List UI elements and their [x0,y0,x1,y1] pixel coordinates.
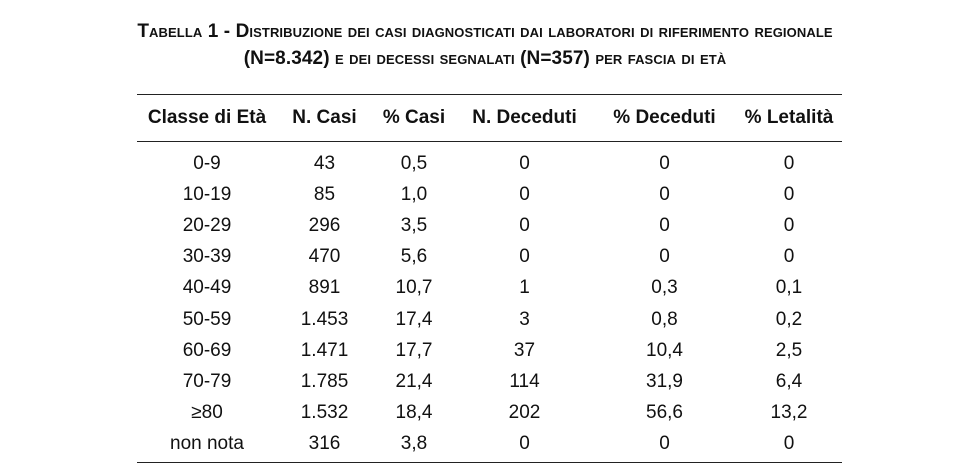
header-age-class: Classe di Età [147,107,267,128]
lethality-percent-cell: 0 [783,152,795,174]
age-class-cell: 30-39 [182,246,232,268]
caption-line-2: (N=8.342) e dei decessi segnalati (N=357) per fascia di età [243,48,727,69]
table-row [137,304,842,335]
cases-cell: 43 [313,152,336,174]
cases-cell: 1.532 [300,402,349,424]
deaths-cell: 0 [519,433,530,455]
header-deaths-percent: % Deceduti [613,107,716,128]
deaths-cell: 0 [519,183,530,205]
lethality-percent-cell: 0 [783,433,795,455]
table-row [137,273,842,304]
lethality-percent-cell: 0 [783,183,795,205]
table-row [137,242,842,273]
deaths-cell: 3 [519,308,530,330]
lethality-percent-cell: 0,1 [775,277,803,299]
table-row [137,398,842,429]
deaths-percent-cell: 0 [659,246,670,268]
cases-cell: 1.453 [300,308,349,330]
table-caption [0,18,970,72]
cases-percent-cell: 3,8 [400,433,428,455]
deaths-percent-cell: 31,9 [646,370,683,392]
cases-cell: 316 [308,433,341,455]
caption-line-1: Tabella 1 - Distribuzione dei casi diagnosticati dai laboratori di riferimento regionale [137,21,833,42]
cases-percent-cell: 3,5 [400,214,428,236]
table-row [137,179,842,210]
cases-cell: 470 [308,246,341,268]
deaths-percent-cell: 0 [659,152,670,174]
cases-percent-cell: 0,5 [400,152,428,174]
deaths-percent-cell: 0,8 [651,308,678,330]
table-row [137,366,842,397]
age-class-cell: 0-9 [193,152,221,174]
lethality-percent-cell: 0 [783,214,795,236]
cases-percent-cell: 10,7 [395,277,433,299]
cases-cell: 1.471 [300,339,349,361]
cases-cell: 1.785 [300,370,349,392]
header-lethality-percent: % Letalità [744,107,834,128]
deaths-cell: 37 [513,339,536,361]
header-cases: N. Casi [292,107,357,128]
age-class-cell: 20-29 [182,214,232,236]
table-row [137,210,842,241]
cases-percent-cell: 17,7 [395,339,433,361]
age-class-cell: 60-69 [182,339,232,361]
lethality-percent-cell: 6,4 [775,370,803,392]
lethality-percent-cell: 0 [783,246,795,268]
deaths-cell: 0 [519,214,530,236]
deaths-percent-cell: 56,6 [646,402,683,424]
deaths-percent-cell: 0 [659,183,670,205]
header-deaths: N. Deceduti [472,107,577,128]
age-class-cell: ≥80 [191,402,223,424]
table-row [137,429,842,463]
table-row [137,335,842,366]
cases-cell: 296 [308,214,341,236]
age-class-cell: 70-79 [182,370,232,392]
table-body [137,142,842,463]
cases-percent-cell: 21,4 [395,370,433,392]
deaths-cell: 0 [519,152,530,174]
deaths-cell: 202 [508,402,541,424]
cases-cell: 85 [313,183,336,205]
deaths-percent-cell: 0,3 [651,277,678,299]
lethality-percent-cell: 2,5 [775,339,803,361]
age-class-cell: 40-49 [182,277,232,299]
cases-percent-cell: 5,6 [400,246,428,268]
deaths-percent-cell: 0 [659,214,670,236]
cases-percent-cell: 17,4 [395,308,433,330]
cases-percent-cell: 1,0 [400,183,428,205]
deaths-cell: 1 [519,277,530,299]
deaths-cell: 0 [519,246,530,268]
deaths-cell: 114 [509,370,540,392]
cases-cell: 891 [308,277,341,299]
header-cases-percent: % Casi [382,107,446,128]
cases-percent-cell: 18,4 [395,402,433,424]
lethality-percent-cell: 13,2 [770,402,808,424]
lethality-percent-cell: 0,2 [775,308,803,330]
header-row [137,95,842,142]
age-class-cell: non nota [170,433,244,455]
age-distribution-table [137,94,842,463]
deaths-percent-cell: 0 [659,433,670,455]
age-class-cell: 50-59 [182,308,232,330]
deaths-percent-cell: 10,4 [646,339,683,361]
table-row [137,142,842,180]
table-header [137,95,842,142]
age-class-cell: 10-19 [182,183,232,205]
